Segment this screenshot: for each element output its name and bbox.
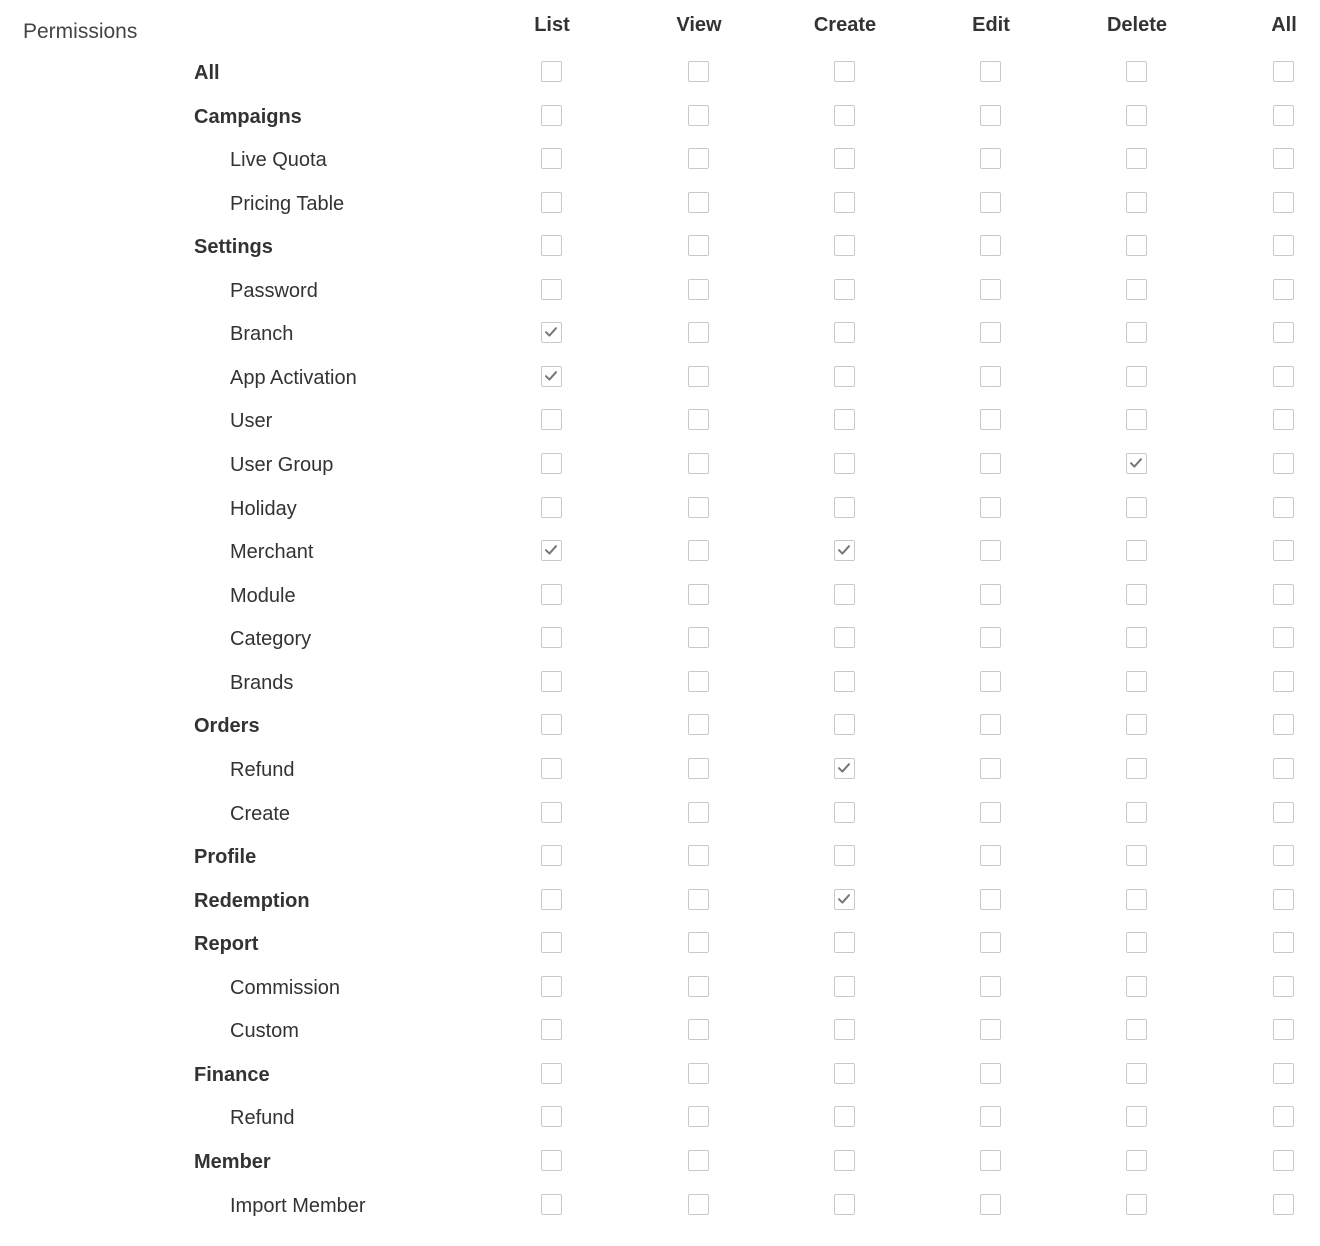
checkbox-profile-all[interactable]: [1273, 845, 1294, 866]
permission-label: Merchant: [230, 541, 314, 564]
permission-row-redemption: [0, 887, 1320, 931]
permission-label: Profile: [194, 846, 257, 869]
checkbox-member-view[interactable]: [688, 1150, 709, 1171]
checkbox-finance-list[interactable]: [541, 1063, 562, 1084]
checkbox-branch-delete[interactable]: [1126, 322, 1147, 343]
checkbox-campaigns-view[interactable]: [688, 105, 709, 126]
checkbox-branch-list[interactable]: [541, 322, 562, 343]
checkbox-holiday-edit[interactable]: [980, 497, 1001, 518]
permission-row-branch: [0, 320, 1320, 364]
column-header-create: Create: [813, 14, 877, 36]
permission-label: Live Quota: [230, 149, 327, 172]
checkbox-finance-all[interactable]: [1273, 1063, 1294, 1084]
checkbox-refund-view[interactable]: [688, 1106, 709, 1127]
permission-label: Category: [230, 628, 312, 651]
permission-row-campaigns: [0, 103, 1320, 147]
checkbox-orders-list[interactable]: [541, 714, 562, 735]
permission-row-refund: [0, 1104, 1320, 1148]
checkbox-finance-view[interactable]: [688, 1063, 709, 1084]
checkbox-all-all[interactable]: [1273, 61, 1294, 82]
checkbox-custom-all[interactable]: [1273, 1019, 1294, 1040]
checkbox-create-view[interactable]: [688, 802, 709, 823]
permission-row-import-member: [0, 1192, 1320, 1236]
checkbox-custom-delete[interactable]: [1126, 1019, 1147, 1040]
checkbox-report-edit[interactable]: [980, 932, 1001, 953]
checkbox-member-all[interactable]: [1273, 1150, 1294, 1171]
checkbox-member-list[interactable]: [541, 1150, 562, 1171]
checkbox-orders-view[interactable]: [688, 714, 709, 735]
checkbox-branch-all[interactable]: [1273, 322, 1294, 343]
checkbox-campaigns-create[interactable]: [834, 105, 855, 126]
checkbox-profile-list[interactable]: [541, 845, 562, 866]
checkbox-report-all[interactable]: [1273, 932, 1294, 953]
checkbox-merchant-create[interactable]: [834, 540, 855, 561]
checkbox-category-delete[interactable]: [1126, 627, 1147, 648]
checkbox-user-group-view[interactable]: [688, 453, 709, 474]
checkbox-orders-delete[interactable]: [1126, 714, 1147, 735]
checkbox-module-delete[interactable]: [1126, 584, 1147, 605]
checkbox-user-group-delete[interactable]: [1126, 453, 1147, 474]
checkbox-refund-delete[interactable]: [1126, 1106, 1147, 1127]
permission-row-live-quota: [0, 146, 1320, 190]
checkbox-create-list[interactable]: [541, 802, 562, 823]
checkbox-live-quota-all[interactable]: [1273, 148, 1294, 169]
checkmark-icon: [544, 543, 558, 557]
checkbox-holiday-create[interactable]: [834, 497, 855, 518]
checkbox-pricing-table-delete[interactable]: [1126, 192, 1147, 213]
checkbox-import-member-all[interactable]: [1273, 1194, 1294, 1215]
checkbox-member-delete[interactable]: [1126, 1150, 1147, 1171]
permission-label: Refund: [230, 1107, 295, 1130]
permission-label: Commission: [230, 976, 341, 999]
checkbox-commission-create[interactable]: [834, 976, 855, 997]
checkbox-user-delete[interactable]: [1126, 409, 1147, 430]
permission-row-commission: [0, 974, 1320, 1018]
checkbox-finance-create[interactable]: [834, 1063, 855, 1084]
column-header-edit: Edit: [972, 14, 1010, 36]
permission-label: Settings: [194, 236, 273, 259]
permission-label: Password: [230, 279, 318, 302]
checkbox-profile-view[interactable]: [688, 845, 709, 866]
checkbox-refund-edit[interactable]: [980, 1106, 1001, 1127]
checkbox-redemption-list[interactable]: [541, 889, 562, 910]
checkbox-pricing-table-create[interactable]: [834, 192, 855, 213]
permission-row-custom: [0, 1017, 1320, 1061]
checkbox-user-group-edit[interactable]: [980, 453, 1001, 474]
checkbox-refund-edit[interactable]: [980, 758, 1001, 779]
checkbox-app-activation-delete[interactable]: [1126, 366, 1147, 387]
permission-row-merchant: [0, 538, 1320, 582]
checkbox-user-group-all[interactable]: [1273, 453, 1294, 474]
checkbox-import-member-view[interactable]: [688, 1194, 709, 1215]
checkbox-pricing-table-list[interactable]: [541, 192, 562, 213]
checkbox-holiday-view[interactable]: [688, 497, 709, 518]
permission-row-profile: [0, 843, 1320, 887]
checkbox-redemption-edit[interactable]: [980, 889, 1001, 910]
column-header-view: View: [676, 14, 722, 36]
permission-label: Finance: [194, 1063, 270, 1086]
permission-row-pricing-table: [0, 190, 1320, 234]
checkbox-commission-all[interactable]: [1273, 976, 1294, 997]
permission-label: Create: [230, 802, 291, 825]
checkbox-merchant-edit[interactable]: [980, 540, 1001, 561]
checkbox-branch-view[interactable]: [688, 322, 709, 343]
checkbox-redemption-delete[interactable]: [1126, 889, 1147, 910]
checkbox-password-view[interactable]: [688, 279, 709, 300]
permission-row-member: [0, 1148, 1320, 1192]
permission-label: Campaigns: [194, 105, 302, 128]
permission-label: Brands: [230, 671, 294, 694]
column-header-list: List: [534, 14, 570, 36]
permission-row-user-group: [0, 451, 1320, 495]
permission-label: User: [230, 410, 273, 433]
checkbox-custom-list[interactable]: [541, 1019, 562, 1040]
checkbox-brands-list[interactable]: [541, 671, 562, 692]
checkbox-user-create[interactable]: [834, 409, 855, 430]
checkbox-user-edit[interactable]: [980, 409, 1001, 430]
checkbox-all-create[interactable]: [834, 61, 855, 82]
checkbox-commission-list[interactable]: [541, 976, 562, 997]
checkbox-campaigns-delete[interactable]: [1126, 105, 1147, 126]
checkbox-pricing-table-edit[interactable]: [980, 192, 1001, 213]
checkbox-refund-list[interactable]: [541, 758, 562, 779]
checkbox-finance-edit[interactable]: [980, 1063, 1001, 1084]
checkbox-live-quota-edit[interactable]: [980, 148, 1001, 169]
checkbox-settings-all[interactable]: [1273, 235, 1294, 256]
checkbox-brands-all[interactable]: [1273, 671, 1294, 692]
checkbox-module-list[interactable]: [541, 584, 562, 605]
checkbox-report-view[interactable]: [688, 932, 709, 953]
checkbox-commission-delete[interactable]: [1126, 976, 1147, 997]
checkbox-all-view[interactable]: [688, 61, 709, 82]
permission-label: Pricing Table: [230, 192, 345, 215]
checkbox-campaigns-all[interactable]: [1273, 105, 1294, 126]
permission-row-report: [0, 930, 1320, 974]
checkbox-settings-edit[interactable]: [980, 235, 1001, 256]
permissions-column-headers: [0, 14, 1320, 44]
checkbox-branch-edit[interactable]: [980, 322, 1001, 343]
permission-row-orders: [0, 712, 1320, 756]
checkbox-pricing-table-all[interactable]: [1273, 192, 1294, 213]
column-header-delete: Delete: [1106, 14, 1168, 36]
checkbox-module-all[interactable]: [1273, 584, 1294, 605]
checkbox-import-member-edit[interactable]: [980, 1194, 1001, 1215]
checkbox-app-activation-edit[interactable]: [980, 366, 1001, 387]
checkbox-live-quota-delete[interactable]: [1126, 148, 1147, 169]
permission-row-password: [0, 277, 1320, 321]
checkbox-user-all[interactable]: [1273, 409, 1294, 430]
permissions-section-label: Permissions: [23, 20, 138, 43]
checkbox-redemption-all[interactable]: [1273, 889, 1294, 910]
permission-row-refund: [0, 756, 1320, 800]
permission-label: Import Member: [230, 1194, 366, 1217]
checkbox-category-all[interactable]: [1273, 627, 1294, 648]
checkbox-merchant-all[interactable]: [1273, 540, 1294, 561]
checkbox-create-edit[interactable]: [980, 802, 1001, 823]
checkbox-settings-create[interactable]: [834, 235, 855, 256]
checkbox-finance-delete[interactable]: [1126, 1063, 1147, 1084]
permission-row-app-activation: [0, 364, 1320, 408]
checkbox-app-activation-view[interactable]: [688, 366, 709, 387]
checkbox-member-create[interactable]: [834, 1150, 855, 1171]
checkbox-module-create[interactable]: [834, 584, 855, 605]
checkbox-refund-all[interactable]: [1273, 758, 1294, 779]
checkbox-profile-create[interactable]: [834, 845, 855, 866]
checkbox-refund-create[interactable]: [834, 758, 855, 779]
checkbox-redemption-view[interactable]: [688, 889, 709, 910]
permission-row-brands: [0, 669, 1320, 713]
checkbox-campaigns-edit[interactable]: [980, 105, 1001, 126]
permission-label: Report: [194, 933, 259, 956]
permission-row-all: [0, 59, 1320, 103]
permission-label: Custom: [230, 1020, 299, 1043]
permission-label: App Activation: [230, 366, 357, 389]
checkbox-password-list[interactable]: [541, 279, 562, 300]
checkbox-settings-list[interactable]: [541, 235, 562, 256]
checkmark-icon: [837, 543, 851, 557]
checkbox-brands-edit[interactable]: [980, 671, 1001, 692]
checkbox-brands-create[interactable]: [834, 671, 855, 692]
permission-row-module: [0, 582, 1320, 626]
checkbox-holiday-delete[interactable]: [1126, 497, 1147, 518]
checkbox-import-member-list[interactable]: [541, 1194, 562, 1215]
checkbox-orders-all[interactable]: [1273, 714, 1294, 735]
permission-label: User Group: [230, 454, 334, 477]
checkbox-create-all[interactable]: [1273, 802, 1294, 823]
checkbox-refund-view[interactable]: [688, 758, 709, 779]
checkbox-user-group-create[interactable]: [834, 453, 855, 474]
permission-label: Holiday: [230, 497, 297, 520]
checkbox-live-quota-create[interactable]: [834, 148, 855, 169]
checkbox-report-delete[interactable]: [1126, 932, 1147, 953]
checkbox-profile-edit[interactable]: [980, 845, 1001, 866]
permission-row-category: [0, 625, 1320, 669]
checkbox-create-create[interactable]: [834, 802, 855, 823]
checkbox-report-list[interactable]: [541, 932, 562, 953]
checkbox-password-create[interactable]: [834, 279, 855, 300]
checkbox-holiday-list[interactable]: [541, 497, 562, 518]
checkbox-category-list[interactable]: [541, 627, 562, 648]
checkbox-import-member-delete[interactable]: [1126, 1194, 1147, 1215]
permission-row-create: [0, 800, 1320, 844]
checkmark-icon: [1129, 456, 1143, 470]
column-header-all: All: [1271, 14, 1297, 36]
checkbox-refund-delete[interactable]: [1126, 758, 1147, 779]
checkbox-module-view[interactable]: [688, 584, 709, 605]
checkbox-all-edit[interactable]: [980, 61, 1001, 82]
checkbox-password-edit[interactable]: [980, 279, 1001, 300]
checkbox-create-delete[interactable]: [1126, 802, 1147, 823]
checkbox-brands-delete[interactable]: [1126, 671, 1147, 692]
checkbox-category-view[interactable]: [688, 627, 709, 648]
permission-label: Member: [194, 1151, 271, 1173]
permission-label: Module: [230, 584, 296, 607]
checkbox-orders-edit[interactable]: [980, 714, 1001, 735]
checkbox-refund-create[interactable]: [834, 1106, 855, 1127]
checkbox-brands-view[interactable]: [688, 671, 709, 692]
checkbox-custom-view[interactable]: [688, 1019, 709, 1040]
checkmark-icon: [544, 325, 558, 339]
checkbox-settings-delete[interactable]: [1126, 235, 1147, 256]
checkbox-refund-all[interactable]: [1273, 1106, 1294, 1127]
permission-row-user: [0, 407, 1320, 451]
checkbox-all-delete[interactable]: [1126, 61, 1147, 82]
checkbox-commission-view[interactable]: [688, 976, 709, 997]
permission-row-settings: [0, 233, 1320, 277]
checkbox-merchant-view[interactable]: [688, 540, 709, 561]
checkbox-merchant-list[interactable]: [541, 540, 562, 561]
checkbox-merchant-delete[interactable]: [1126, 540, 1147, 561]
checkbox-orders-create[interactable]: [834, 714, 855, 735]
checkmark-icon: [837, 892, 851, 906]
checkbox-member-edit[interactable]: [980, 1150, 1001, 1171]
checkbox-custom-create[interactable]: [834, 1019, 855, 1040]
checkbox-import-member-create[interactable]: [834, 1194, 855, 1215]
checkbox-profile-delete[interactable]: [1126, 845, 1147, 866]
checkbox-app-activation-list[interactable]: [541, 366, 562, 387]
checkmark-icon: [837, 761, 851, 775]
checkbox-app-activation-all[interactable]: [1273, 366, 1294, 387]
checkbox-refund-list[interactable]: [541, 1106, 562, 1127]
checkbox-redemption-create[interactable]: [834, 889, 855, 910]
permission-label: Refund: [230, 758, 295, 781]
checkbox-commission-edit[interactable]: [980, 976, 1001, 997]
checkbox-settings-view[interactable]: [688, 235, 709, 256]
checkbox-category-edit[interactable]: [980, 627, 1001, 648]
checkbox-live-quota-view[interactable]: [688, 148, 709, 169]
checkbox-all-list[interactable]: [541, 61, 562, 82]
checkbox-category-create[interactable]: [834, 627, 855, 648]
checkbox-branch-create[interactable]: [834, 322, 855, 343]
permission-label: Orders: [194, 715, 260, 738]
checkbox-module-edit[interactable]: [980, 584, 1001, 605]
checkmark-icon: [544, 369, 558, 383]
checkbox-holiday-all[interactable]: [1273, 497, 1294, 518]
checkbox-user-list[interactable]: [541, 409, 562, 430]
checkbox-user-view[interactable]: [688, 409, 709, 430]
permission-row-finance: [0, 1061, 1320, 1105]
checkbox-password-delete[interactable]: [1126, 279, 1147, 300]
checkbox-user-group-list[interactable]: [541, 453, 562, 474]
permission-label: All: [194, 62, 220, 84]
checkbox-custom-edit[interactable]: [980, 1019, 1001, 1040]
checkbox-live-quota-list[interactable]: [541, 148, 562, 169]
permission-label: Branch: [230, 323, 294, 346]
checkbox-app-activation-create[interactable]: [834, 366, 855, 387]
checkbox-password-all[interactable]: [1273, 279, 1294, 300]
checkbox-report-create[interactable]: [834, 932, 855, 953]
permission-row-holiday: [0, 495, 1320, 539]
permission-label: Redemption: [194, 889, 310, 912]
checkbox-campaigns-list[interactable]: [541, 105, 562, 126]
checkbox-pricing-table-view[interactable]: [688, 192, 709, 213]
